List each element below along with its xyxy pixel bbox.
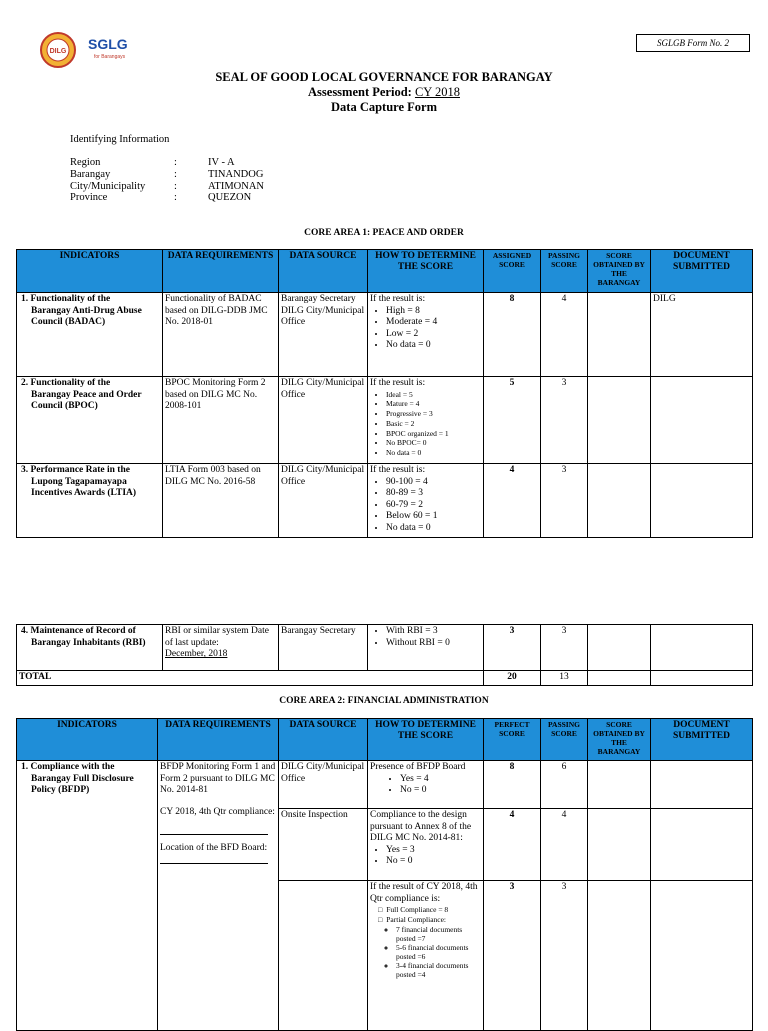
source-cell: DILG City/Municipal Office bbox=[279, 464, 368, 538]
score-obtained[interactable] bbox=[588, 761, 651, 809]
table-header-row bbox=[17, 250, 753, 293]
form-number: SGLGB Form No. 2 bbox=[636, 34, 750, 52]
indicator-cell: 1. Compliance with the Barangay Full Disclosure Policy (BFDP) bbox=[17, 761, 158, 1031]
col-passing-score: PASSING SCORE bbox=[541, 250, 588, 293]
passing-score: 3 bbox=[541, 377, 588, 464]
indicator-cell: 3. Performance Rate in the Lupong Tagapamayapa Incentives Awards (LTIA) bbox=[17, 464, 163, 538]
core-area-1-continued-table bbox=[16, 624, 753, 686]
table-row bbox=[17, 293, 753, 377]
how-cell: • With RBI = 3 • Without RBI = 0 bbox=[368, 625, 484, 671]
ident-row-province: Province : QUEZON bbox=[70, 192, 252, 204]
data-req-cell: LTIA Form 003 based on DILG MC No. 2016-58 bbox=[163, 464, 279, 538]
period-value: CY 2018 bbox=[414, 85, 460, 99]
how-cell: If the result is: • 90-100 = 4 • 80-89 = 3 • 60-79 = 2 • Below 60 = 1 • No data = 0 bbox=[368, 464, 484, 538]
source-cell bbox=[279, 881, 368, 1031]
document-submitted[interactable] bbox=[651, 377, 753, 464]
col-data-requirements: DATA REQUIREMENTS bbox=[158, 719, 279, 761]
assigned-score: 5 bbox=[484, 377, 541, 464]
identifying-info bbox=[70, 157, 264, 204]
dilg-sglg-logo bbox=[38, 30, 128, 70]
document-submitted[interactable] bbox=[651, 881, 753, 1031]
perfect-score: 3 bbox=[484, 881, 541, 1031]
total-row bbox=[17, 671, 753, 686]
ident-row-region: Region : IV - A bbox=[70, 157, 235, 168]
how-cell: Presence of BFDP Board • Yes = 4 • No = 0 bbox=[368, 761, 484, 809]
core-area-1-table bbox=[16, 249, 753, 538]
score-obtained[interactable] bbox=[588, 625, 651, 671]
location-line[interactable] bbox=[160, 857, 268, 864]
passing-score: 4 bbox=[541, 809, 588, 881]
assigned-score: 3 bbox=[484, 625, 541, 671]
score-obtained[interactable] bbox=[588, 464, 651, 538]
logo-text: DILG bbox=[49, 48, 67, 55]
passing-score: 3 bbox=[541, 881, 588, 1031]
perfect-score: 8 bbox=[484, 761, 541, 809]
source-cell: Barangay Secretary DILG City/Municipal Office bbox=[279, 293, 368, 377]
total-passing: 13 bbox=[541, 671, 588, 686]
document-submitted[interactable] bbox=[651, 464, 753, 538]
col-indicators: INDICATORS bbox=[17, 719, 158, 761]
source-cell: DILG City/Municipal Office bbox=[279, 377, 368, 464]
assigned-score: 4 bbox=[484, 464, 541, 538]
col-data-requirements: DATA REQUIREMENTS bbox=[163, 250, 279, 293]
how-cell: Compliance to the design pursuant to Annex 8 of the DILG MC No. 2014-81: • Yes = 3 • No = 0 bbox=[368, 809, 484, 881]
assigned-score: 8 bbox=[484, 293, 541, 377]
score-obtained[interactable] bbox=[588, 809, 651, 881]
passing-score: 4 bbox=[541, 293, 588, 377]
how-cell: If the result of CY 2018, 4th Qtr compliance is: □ Full Compliance = 8 □ Partial Compliance: ◦ 7 financial documents posted =7 ◦ 5-6 financial documents posted =6 ◦ 3-4 financial documents posted =4 bbox=[368, 881, 484, 1031]
col-document-submitted: DOCUMENT SUBMITTED bbox=[651, 250, 753, 293]
document-submitted[interactable] bbox=[651, 809, 753, 881]
core-area-2-table bbox=[16, 718, 753, 1031]
col-assigned-score: ASSIGNED SCORE bbox=[484, 250, 541, 293]
assessment-period: Assessment Period: CY 2018 bbox=[308, 85, 460, 99]
document-submitted[interactable] bbox=[651, 761, 753, 809]
page-title: SEAL OF GOOD LOCAL GOVERNANCE FOR BARANGAY bbox=[215, 70, 553, 84]
source-cell: Barangay Secretary bbox=[279, 625, 368, 671]
col-score-obtained: SCORE OBTAINED BY THE BARANGAY bbox=[588, 719, 651, 761]
col-data-source: DATA SOURCE bbox=[279, 250, 368, 293]
indicator-cell: 1. Functionality of the Barangay Anti-Drug Abuse Council (BADAC) bbox=[17, 293, 163, 377]
col-data-source: DATA SOURCE bbox=[279, 719, 368, 761]
perfect-score: 4 bbox=[484, 809, 541, 881]
table-row bbox=[17, 625, 753, 671]
table-row bbox=[17, 761, 753, 809]
table-header-row bbox=[17, 719, 753, 761]
col-indicators: INDICATORS bbox=[17, 250, 163, 293]
core-area-2-title: CORE AREA 2: FINANCIAL ADMINISTRATION bbox=[279, 696, 489, 706]
core-area-1-title: CORE AREA 1: PEACE AND ORDER bbox=[304, 228, 464, 238]
passing-score: 3 bbox=[541, 625, 588, 671]
data-req-cell: Functionality of BADAC based on DILG-DDB JMC No. 2018-01 bbox=[163, 293, 279, 377]
source-cell: Onsite Inspection bbox=[279, 809, 368, 881]
source-cell: DILG City/Municipal Office bbox=[279, 761, 368, 809]
compliance-line[interactable] bbox=[160, 828, 268, 835]
logo-tag: for Barangays bbox=[94, 54, 126, 60]
table-row bbox=[17, 377, 753, 464]
score-obtained[interactable] bbox=[588, 293, 651, 377]
ident-row-city: City/Municipality : ATIMONAN bbox=[70, 180, 264, 192]
total-label: TOTAL bbox=[17, 671, 484, 686]
table-row bbox=[17, 464, 753, 538]
document-submitted[interactable] bbox=[651, 625, 753, 671]
col-how-to-determine: HOW TO DETERMINE THE SCORE bbox=[368, 719, 484, 761]
title-block bbox=[0, 70, 768, 115]
ident-row-barangay: Barangay : TINANDOG bbox=[70, 168, 264, 180]
indicator-cell: 2. Functionality of the Barangay Peace and Order Council (BPOC) bbox=[17, 377, 163, 464]
indicator-cell: 4. Maintenance of Record of Barangay Inhabitants (RBI) bbox=[17, 625, 163, 671]
passing-score: 3 bbox=[541, 464, 588, 538]
passing-score: 6 bbox=[541, 761, 588, 809]
score-obtained[interactable] bbox=[588, 881, 651, 1031]
identifying-heading: Identifying Information bbox=[70, 134, 170, 145]
total-assigned: 20 bbox=[484, 671, 541, 686]
form-subtitle: Data Capture Form bbox=[331, 100, 437, 114]
logo-sub: SGLG bbox=[88, 36, 128, 52]
col-score-obtained: SCORE OBTAINED BY THE BARANGAY bbox=[588, 250, 651, 293]
how-cell: If the result is: • High = 8 • Moderate = 4 • Low = 2 • No data = 0 bbox=[368, 293, 484, 377]
col-document-submitted: DOCUMENT SUBMITTED bbox=[651, 719, 753, 761]
col-passing-score: PASSING SCORE bbox=[541, 719, 588, 761]
data-req-cell: RBI or similar system Date of last update: December, 2018 bbox=[163, 625, 279, 671]
col-perfect-score: PERFECT SCORE bbox=[484, 719, 541, 761]
total-obtained[interactable] bbox=[588, 671, 651, 686]
data-req-cell: BPOC Monitoring Form 2 based on DILG MC No. 2008-101 bbox=[163, 377, 279, 464]
data-req-cell: BFDP Monitoring Form 1 and Form 2 pursuant to DILG MC No. 2014-81 CY 2018, 4th Qtr compliance: Location of the BFD Board: bbox=[158, 761, 279, 1031]
total-document bbox=[651, 671, 753, 686]
document-submitted[interactable]: DILG bbox=[651, 293, 753, 377]
how-cell: If the result is: • Ideal = 5 • Mature = 4 • Progressive = 3 • Basic = 2 • BPOC organized = 1 • No BPOC= 0 • No data = 0 bbox=[368, 377, 484, 464]
score-obtained[interactable] bbox=[588, 377, 651, 464]
col-how-to-determine: HOW TO DETERMINE THE SCORE bbox=[368, 250, 484, 293]
